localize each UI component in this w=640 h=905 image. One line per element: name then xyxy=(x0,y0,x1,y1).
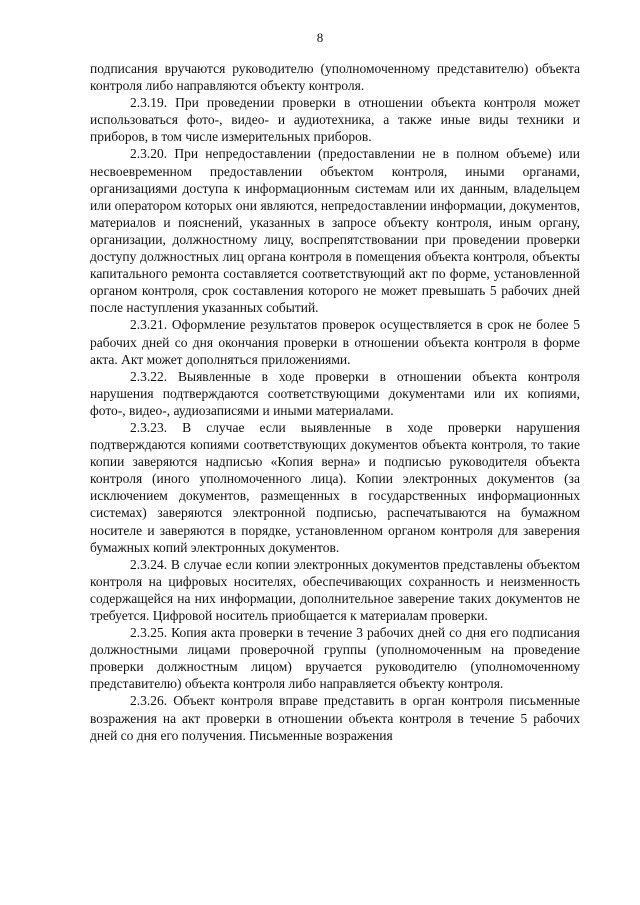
paragraph-2-3-24: 2.3.24. В случае если копии электронных документов представлены объектом контроля на цифровых носителях, обеспечивающих сохранность и неизменность содержащейся на них информации, дополнительное заверение таких документов не требуется. Цифровой носитель приобщается к материалам проверки. xyxy=(90,556,580,623)
page-number: 8 xyxy=(316,30,324,45)
paragraph-2-3-20: 2.3.20. При непредоставлении (предоставлении не в полном объеме) или несвоевременном предоставлении объектом контроля, иными органами, организациями доступа к информационным системам или их данным, владельцем или оператором которых они являются, непредоставлении информации, документов, материалов и пояснений, указанных в запросе объекту контроля, иным органу, организации, должностному лицу, воспрепятствовании при проведении проверки доступу должностных лиц органа контроля в помещения объекта контроля, объекты капитального ремонта составляется соответствующий акт по форме, установленной органом контроля, срок составления которого не может превышать 5 рабочих дней после наступления указанных событий. xyxy=(90,146,580,316)
paragraph-continuation: подписания вручаются руководителю (уполномоченному представителю) объекта контроля либо направляются объекту контроля. xyxy=(90,61,580,94)
paragraph-2-3-21: 2.3.21. Оформление результатов проверок осуществляется в срок не более 5 рабочих дней со дня окончания проверки в отношении объекта контроля в форме акта. Акт может дополняться приложениями. xyxy=(90,317,580,367)
paragraph-2-3-26: 2.3.26. Объект контроля вправе представить в орган контроля письменные возражения на акт проверки в отношении объекта контроля в течение 5 рабочих дней со дня его получения. Письменные возражения xyxy=(90,693,580,743)
document-body xyxy=(90,60,580,744)
paragraph-2-3-19: 2.3.19. При проведении проверки в отношении объекта контроля может использоваться фото-, видео- и аудиотехника, а также иные виды техники и приборов, в том числе измерительных приборов. xyxy=(90,95,580,145)
paragraph-2-3-23: 2.3.23. В случае если выявленные в ходе проверки нарушения подтверждаются копиями соответствующих документов объекта контроля, то такие копии заверяются надписью «Копия верна» и подписью руководителя объекта контроля (иного уполномоченного лица). Копии электронных документов (за исключением документов, размещенных в государственных информационных системах) заверяются электронной подписью, распечатываются на бумажном носителе и заверяются в порядке, установленном органом контроля для заверения бумажных копий электронных документов. xyxy=(90,419,580,555)
paragraph-2-3-25: 2.3.25. Копия акта проверки в течение 3 рабочих дней со дня его подписания должностными лицами проверочной группы (уполномоченным на проведение проверки должностным лицом) вручается руководителю (уполномоченному представителю) объекта контроля либо направляется объекту контроля. xyxy=(90,625,580,692)
paragraph-2-3-22: 2.3.22. Выявленные в ходе проверки в отношении объекта контроля нарушения подтверждаются соответствующими документами или их копиями, фото-, видео-, аудиозаписями и иными материалами. xyxy=(90,368,580,418)
